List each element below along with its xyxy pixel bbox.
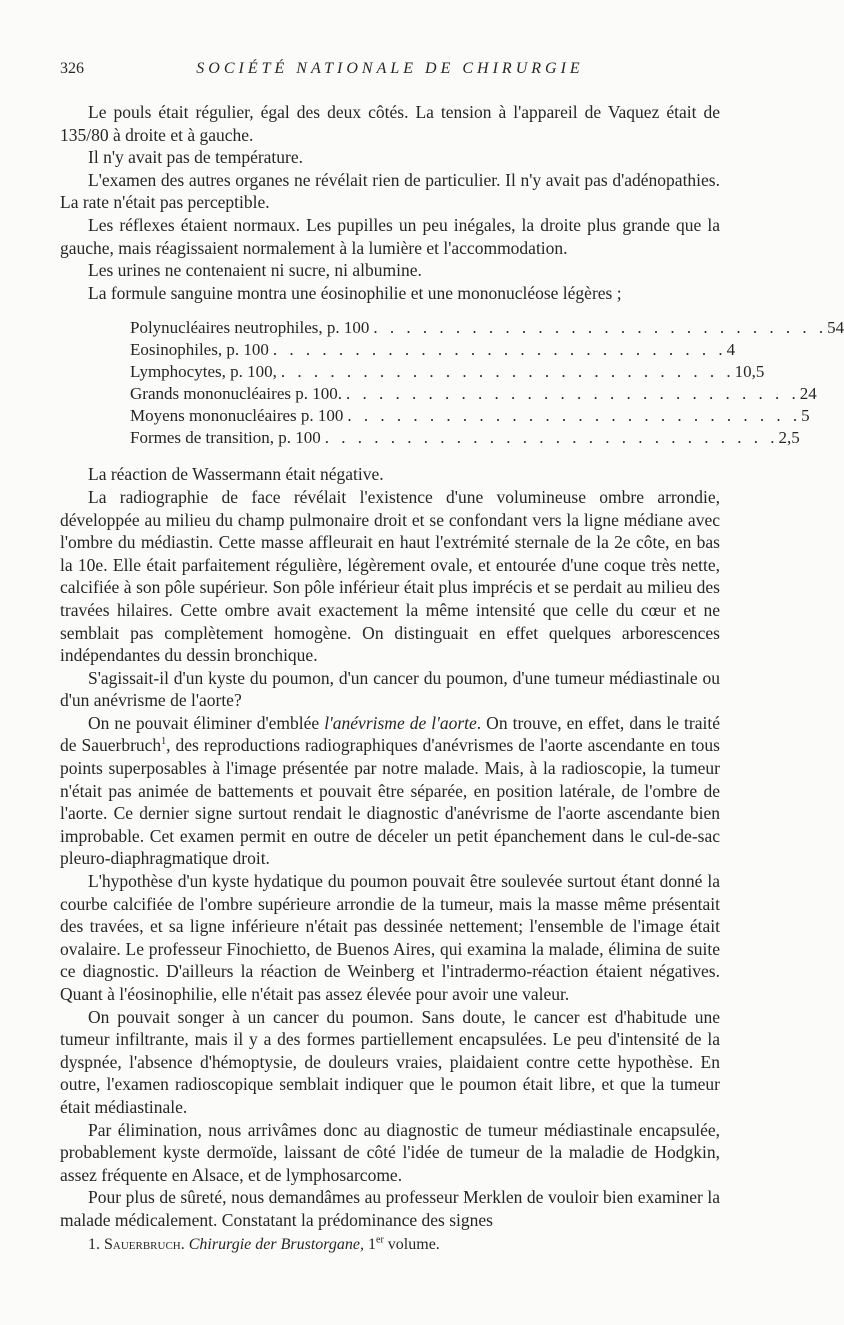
leader-dots: . . . . . . . . . . . . . . . . . . . . . . . . . . . .	[347, 406, 802, 426]
formula-value: 54	[827, 318, 844, 338]
footnote	[88, 1236, 440, 1254]
footnote-number: 1.	[88, 1236, 100, 1253]
paragraph: Pour plus de sûreté, nous demandâmes au professeur Merklen de vouloir bien examiner la malade médicalement. Constatant la prédominance des signes	[60, 1187, 720, 1230]
formula-label: Grands mononucléaires p. 100.	[130, 384, 342, 404]
page-header	[60, 60, 720, 84]
formula-label: Formes de transition, p. 100	[130, 428, 321, 448]
paragraph: Il n'y avait pas de température.	[88, 147, 304, 168]
formula-value: 4	[726, 340, 736, 360]
footnote-author: Sauerbruch.	[104, 1236, 185, 1253]
text-run: , des reproductions radiographiques d'anévrismes de l'aorte ascendante en tous points superposables à l'image présentée par notre malade. Mais, à la radioscopie, la tumeur n'était pas animée de battements et pouvait être séparée, en position latérale, de l'ombre de l'aorte. Ce dernier signe surtout rendait le diagnostic d'anévrisme de l'aorte ascendante bien improbable. Cet examen permit en outre de déceler un petit épanchement dans le cul-de-sac pleuro-diaphragmatique droit.	[60, 735, 720, 869]
footnote-volume-word: volume.	[387, 1236, 440, 1253]
formula-label: Eosinophiles, p. 100	[130, 340, 269, 360]
paragraph-aneurysm	[60, 712, 720, 870]
formula-label: Polynucléaires neutrophiles, p. 100	[130, 318, 370, 338]
formula-value: 24	[799, 384, 817, 404]
body-text	[60, 101, 844, 1232]
paragraph: Les réflexes étaient normaux. Les pupilles un peu inégales, la droite plus grande que la gauche, mais réagissaient normalement à la lumière et l'accommodation.	[60, 214, 720, 258]
paragraph: La radiographie de face révélait l'existence d'une volumineuse ombre arrondie, développée au milieu du champ pulmonaire droit et se confondant vers la ligne médiane avec l'ombre du médiastin. Cette masse affleurait en haut l'extrémité sternale de la 2e côte, en bas la 10e. Elle était parfaitement régulière, légèrement ovale, et entourée d'une coque très nette, calcifiée à son pôle supérieur. Son pôle inférieur était plus imprécis et se perdait au milieu des travées hilaires. Cette ombre avait exactement la même intensité que celle du cœur et ne semblait pas complètement homogène. On distinguait en effet quelques arborescences indépendantes du dessin bronchique.	[60, 486, 720, 666]
paragraph: Les urines ne contenaient ni sucre, ni albumine.	[88, 260, 422, 281]
footnote-volume-number: 1	[368, 1236, 377, 1253]
paragraph: L'examen des autres organes ne révélait rien de particulier. Il n'y avait pas d'adénopathies. La rate n'était pas perceptible.	[60, 169, 720, 213]
footnote-title: Chirurgie der Brustorgane,	[188, 1236, 365, 1253]
formula-row	[130, 339, 736, 361]
leader-dots: . . . . . . . . . . . . . . . . . . . . . . . . . . . .	[280, 362, 735, 382]
running-title: SOCIÉTÉ NATIONALE DE CHIRURGIE	[196, 60, 584, 77]
paragraph: La réaction de Wassermann était négative.	[88, 464, 384, 485]
formula-label: Moyens mononucléaires p. 100	[130, 406, 344, 426]
text-run: On ne pouvait éliminer d'emblée	[88, 712, 325, 733]
paragraph: La formule sanguine montra une éosinophilie et une mononucléose légères ;	[88, 282, 622, 303]
formula-row	[130, 405, 810, 427]
leader-dots: . . . . . . . . . . . . . . . . . . . . . . . . . . . .	[345, 384, 800, 404]
blood-formula-table	[60, 317, 844, 449]
formula-row	[130, 361, 765, 383]
formula-value: 5	[801, 406, 810, 426]
leader-dots: . . . . . . . . . . . . . . . . . . . . . . . . . . . .	[373, 318, 828, 338]
paragraph: L'hypothèse d'un kyste hydatique du poumon pouvait être soulevée surtout étant donné la courbe calcifiée de l'ombre supérieure arrondie de la tumeur, mais la masse même présentait des travées, et sa ligne inférieure n'était pas dessinée nettement; l'ensemble de l'image était ovalaire. Le professeur Finochietto, de Buenos Aires, qui examina la malade, élimina de suite ce diagnostic. D'ailleurs la réaction de Weinberg et l'intradermo-réaction étaient négatives. Quant à l'éosinophilie, elle n'était pas assez élevée pour avoir une valeur.	[60, 871, 720, 1004]
leader-dots: . . . . . . . . . . . . . . . . . . . . . . . . . . . .	[324, 428, 779, 448]
italic-term: l'anévrisme de l'aorte	[324, 712, 477, 733]
page-number: 326	[60, 60, 84, 77]
paragraph: Le pouls était régulier, égal des deux côtés. La tension à l'appareil de Vaquez était de 135/80 à droite et à gauche.	[60, 102, 720, 145]
formula-row	[130, 317, 844, 339]
paragraph: S'agissait-il d'un kyste du poumon, d'un cancer du poumon, d'une tumeur médiastinale ou d'un anévrisme de l'aorte?	[60, 667, 720, 711]
footnote-reference: 1	[161, 736, 167, 748]
paragraph: Par élimination, nous arrivâmes donc au diagnostic de tumeur médiastinale encapsulée, probablement kyste dermoïde, laissant de côté l'idée de tumeur de la maladie de Hodgkin, assez fréquente en Alsace, et de lymphosarcome.	[60, 1119, 720, 1185]
formula-value: 10,5	[734, 362, 765, 382]
footnote-volume-suffix: er	[376, 1234, 384, 1246]
text-run: . On trouve, en effet, dans le traité de Sauerbruch	[60, 712, 720, 756]
formula-value: 2,5	[778, 428, 800, 448]
paragraph: On pouvait songer à un cancer du poumon. Sans doute, le cancer est d'habitude une tumeur infiltrante, mais il y a des formes partiellement encapsulées. Le peu d'intensité de la dyspnée, l'absence d'hémoptysie, de douleurs vraies, plaidaient contre cette hypothèse. En outre, l'examen radioscopique semblait indiquer que le poumon était libre, et que la tumeur était médiastinale.	[60, 1006, 720, 1117]
leader-dots: . . . . . . . . . . . . . . . . . . . . . . . . . . . .	[272, 340, 727, 360]
formula-label: Lymphocytes, p. 100,	[130, 362, 277, 382]
formula-row	[130, 427, 800, 449]
formula-row	[130, 383, 817, 405]
